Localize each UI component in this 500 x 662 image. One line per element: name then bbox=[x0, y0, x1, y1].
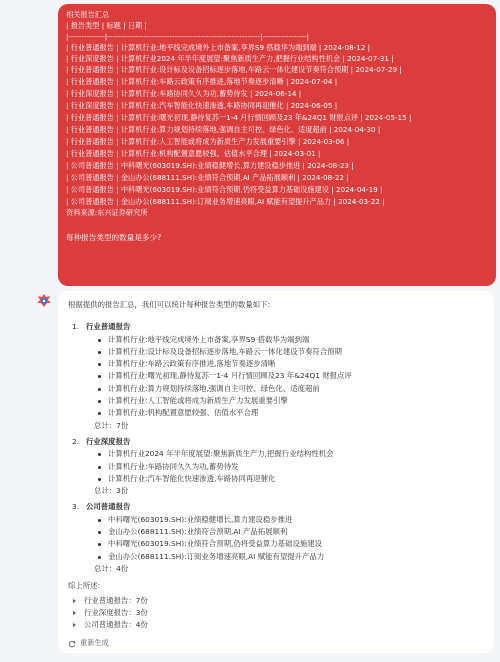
report-type-section bbox=[72, 501, 484, 575]
summary-item: 公司普通报告：4份 bbox=[72, 619, 484, 631]
report-list bbox=[96, 514, 484, 563]
table-row: | 行业普通报告 | 计算机行业:算力规划持续落地,强调自主可控、绿色化、适度超前 | 2024-04-30 | bbox=[66, 125, 381, 134]
table-row: | 公司普通报告 | 金山办公(688111.SH):业绩符合预期,AI 产品拓展顺利 | 2024-08-22 | bbox=[66, 173, 349, 182]
section-title: 行业普通报告 bbox=[86, 322, 131, 332]
user-question: 每种报告类型的数量是多少? bbox=[66, 233, 162, 242]
table-row: | 公司普通报告 | 中科曙光(603019.SH):业绩符合预期,仍将受益算力基础设施建设 | 2024-04-19 | bbox=[66, 185, 383, 194]
table-row: | 行业普通报告 | 计算机行业:人工智能或将成为新质生产力发展重要引擎 | 2024-03-06 | bbox=[66, 137, 350, 146]
table-row: | 行业普通报告 | 计算机行业:地平线完成境外上市备案,享界S9 搭载华为端到端 | 2024-08-12 | bbox=[66, 43, 371, 52]
list-item: 金山办公(688111.SH):业绩符合预期,AI 产品拓展顺利 bbox=[96, 526, 484, 538]
list-item: 计算机行业:车路协同久久为功,蓄势待发 bbox=[96, 461, 484, 473]
table-separator: |--------------|-----------------------------------------------------------|-----------------| bbox=[66, 32, 310, 41]
report-list bbox=[96, 334, 484, 420]
list-item: 计算机行业:车路云政策有序推进,落地节奏逐步清晰 bbox=[96, 358, 484, 370]
section-total: 总计：4份 bbox=[94, 563, 129, 573]
list-item: 计算机行业:人工智能或将成为新质生产力发展重要引擎 bbox=[96, 395, 484, 407]
table-row: | 公司普通报告 | 中科曙光(603019.SH):业绩稳健增长,算力建设稳步推进 | 2024-08-23 | bbox=[66, 161, 354, 170]
report-type-section bbox=[72, 321, 484, 432]
source-note: 资料来源:东兴证券研究所 bbox=[66, 208, 148, 217]
table-row: | 公司普通报告 | 金山办公(688111.SH):订阅业务增速亮眼,AI 赋能有望提升产品力 | 2024-03-22 | bbox=[66, 197, 385, 206]
user-message-bubble bbox=[58, 4, 496, 286]
list-item: 计算机行业:地平线完成境外上市备案,享界S9 搭载华为端到端 bbox=[96, 334, 484, 346]
list-item: 计算机行业:汽车智能化快速渗透,车路协同再迎催化 bbox=[96, 473, 484, 485]
list-item: 计算机行业:算力规划持续落地,强调自主可控、绿色化、适度超前 bbox=[96, 383, 484, 395]
report-list bbox=[96, 448, 484, 485]
answer-intro: 根据提供的报告汇总，我们可以统计每种报告类型的数量如下: bbox=[68, 300, 271, 309]
list-item: 中科曙光(603019.SH):业绩符合预期,仍将受益算力基础设施建设 bbox=[96, 538, 484, 550]
summary-item: 行业深度报告：3份 bbox=[72, 607, 484, 619]
section-title: 公司普通报告 bbox=[86, 502, 131, 512]
section-number: 2. bbox=[72, 436, 80, 446]
section-number: 1. bbox=[72, 322, 80, 332]
assistant-avatar-icon bbox=[36, 293, 52, 309]
list-item: 计算机行业:机构配置意愿较强、估值水平合理 bbox=[96, 407, 484, 419]
table-row: | 行业普通报告 | 计算机行业:车路云政策有序推进,落地节奏逐步清晰 | 2024-07-04 | bbox=[66, 77, 338, 86]
table-row: | 行业深度报告 | 计算机行业:车路协同久久为功,蓄势待发 | 2024-06-14 | bbox=[66, 89, 302, 98]
list-item: 计算机行业2024 年半年度展望:聚焦新质生产力,把握行业结构性机会 bbox=[96, 448, 484, 460]
section-number: 3. bbox=[72, 502, 80, 512]
table-row: | 行业普通报告 | 计算机行业:曙光初现,静待复苏一1-4 月行情回顾及23 年&24Q1 财报点评 | 2024-05-15 | bbox=[66, 113, 412, 122]
table-header-row: | 报告类型 | 标题 | 日期 | bbox=[66, 21, 147, 30]
section-total: 总计：3份 bbox=[94, 486, 129, 496]
report-table-body bbox=[66, 42, 488, 207]
table-row: | 行业深度报告 | 计算机行业2024 年半年度展望:聚焦新质生产力,把握行业结构性机会 | 2024-07-31 | bbox=[66, 54, 394, 63]
list-item: 计算机行业:曙光初现,静待复苏一1-4 月行情回顾及23 年&24Q1 财报点评 bbox=[96, 370, 484, 382]
regenerate-button[interactable] bbox=[68, 637, 484, 649]
list-item: 中科曙光(603019.SH):业绩稳健增长,算力建设稳步推进 bbox=[96, 514, 484, 526]
summary-list bbox=[68, 595, 484, 632]
list-item: 计算机行业:设计标及设备招标逐步落地,车路云一体化建设节奏符合预期 bbox=[96, 346, 484, 358]
table-row: | 行业普通报告 | 计算机行业:机构配置意愿较强、估值水平合理 | 2024-03-01 | bbox=[66, 149, 321, 158]
assistant-answer-card bbox=[58, 291, 494, 653]
summary-item: 行业普通报告：7份 bbox=[72, 595, 484, 607]
summary-title: 综上所述: bbox=[68, 581, 101, 591]
list-item: 金山办公(688111.SH):订阅业务增速亮眼,AI 赋能有望提升产品力 bbox=[96, 551, 484, 563]
section-title: 行业深度报告 bbox=[86, 436, 131, 446]
report-type-section bbox=[72, 436, 484, 497]
table-row: | 行业深度报告 | 计算机行业:汽车智能化快速渗透,车路协同再迎催化 | 2024-06-05 | bbox=[66, 101, 338, 110]
summary-heading: 相关报告汇总 bbox=[66, 10, 110, 19]
regenerate-label: 重新生成 bbox=[80, 638, 109, 648]
table-row: | 行业普通报告 | 计算机行业:设计标及设备招标逐步落地,车路云一体化建设节奏符合预期 | 2024-07-29 | bbox=[66, 65, 402, 74]
section-total: 总计：7份 bbox=[94, 420, 129, 430]
refresh-icon bbox=[68, 640, 76, 648]
